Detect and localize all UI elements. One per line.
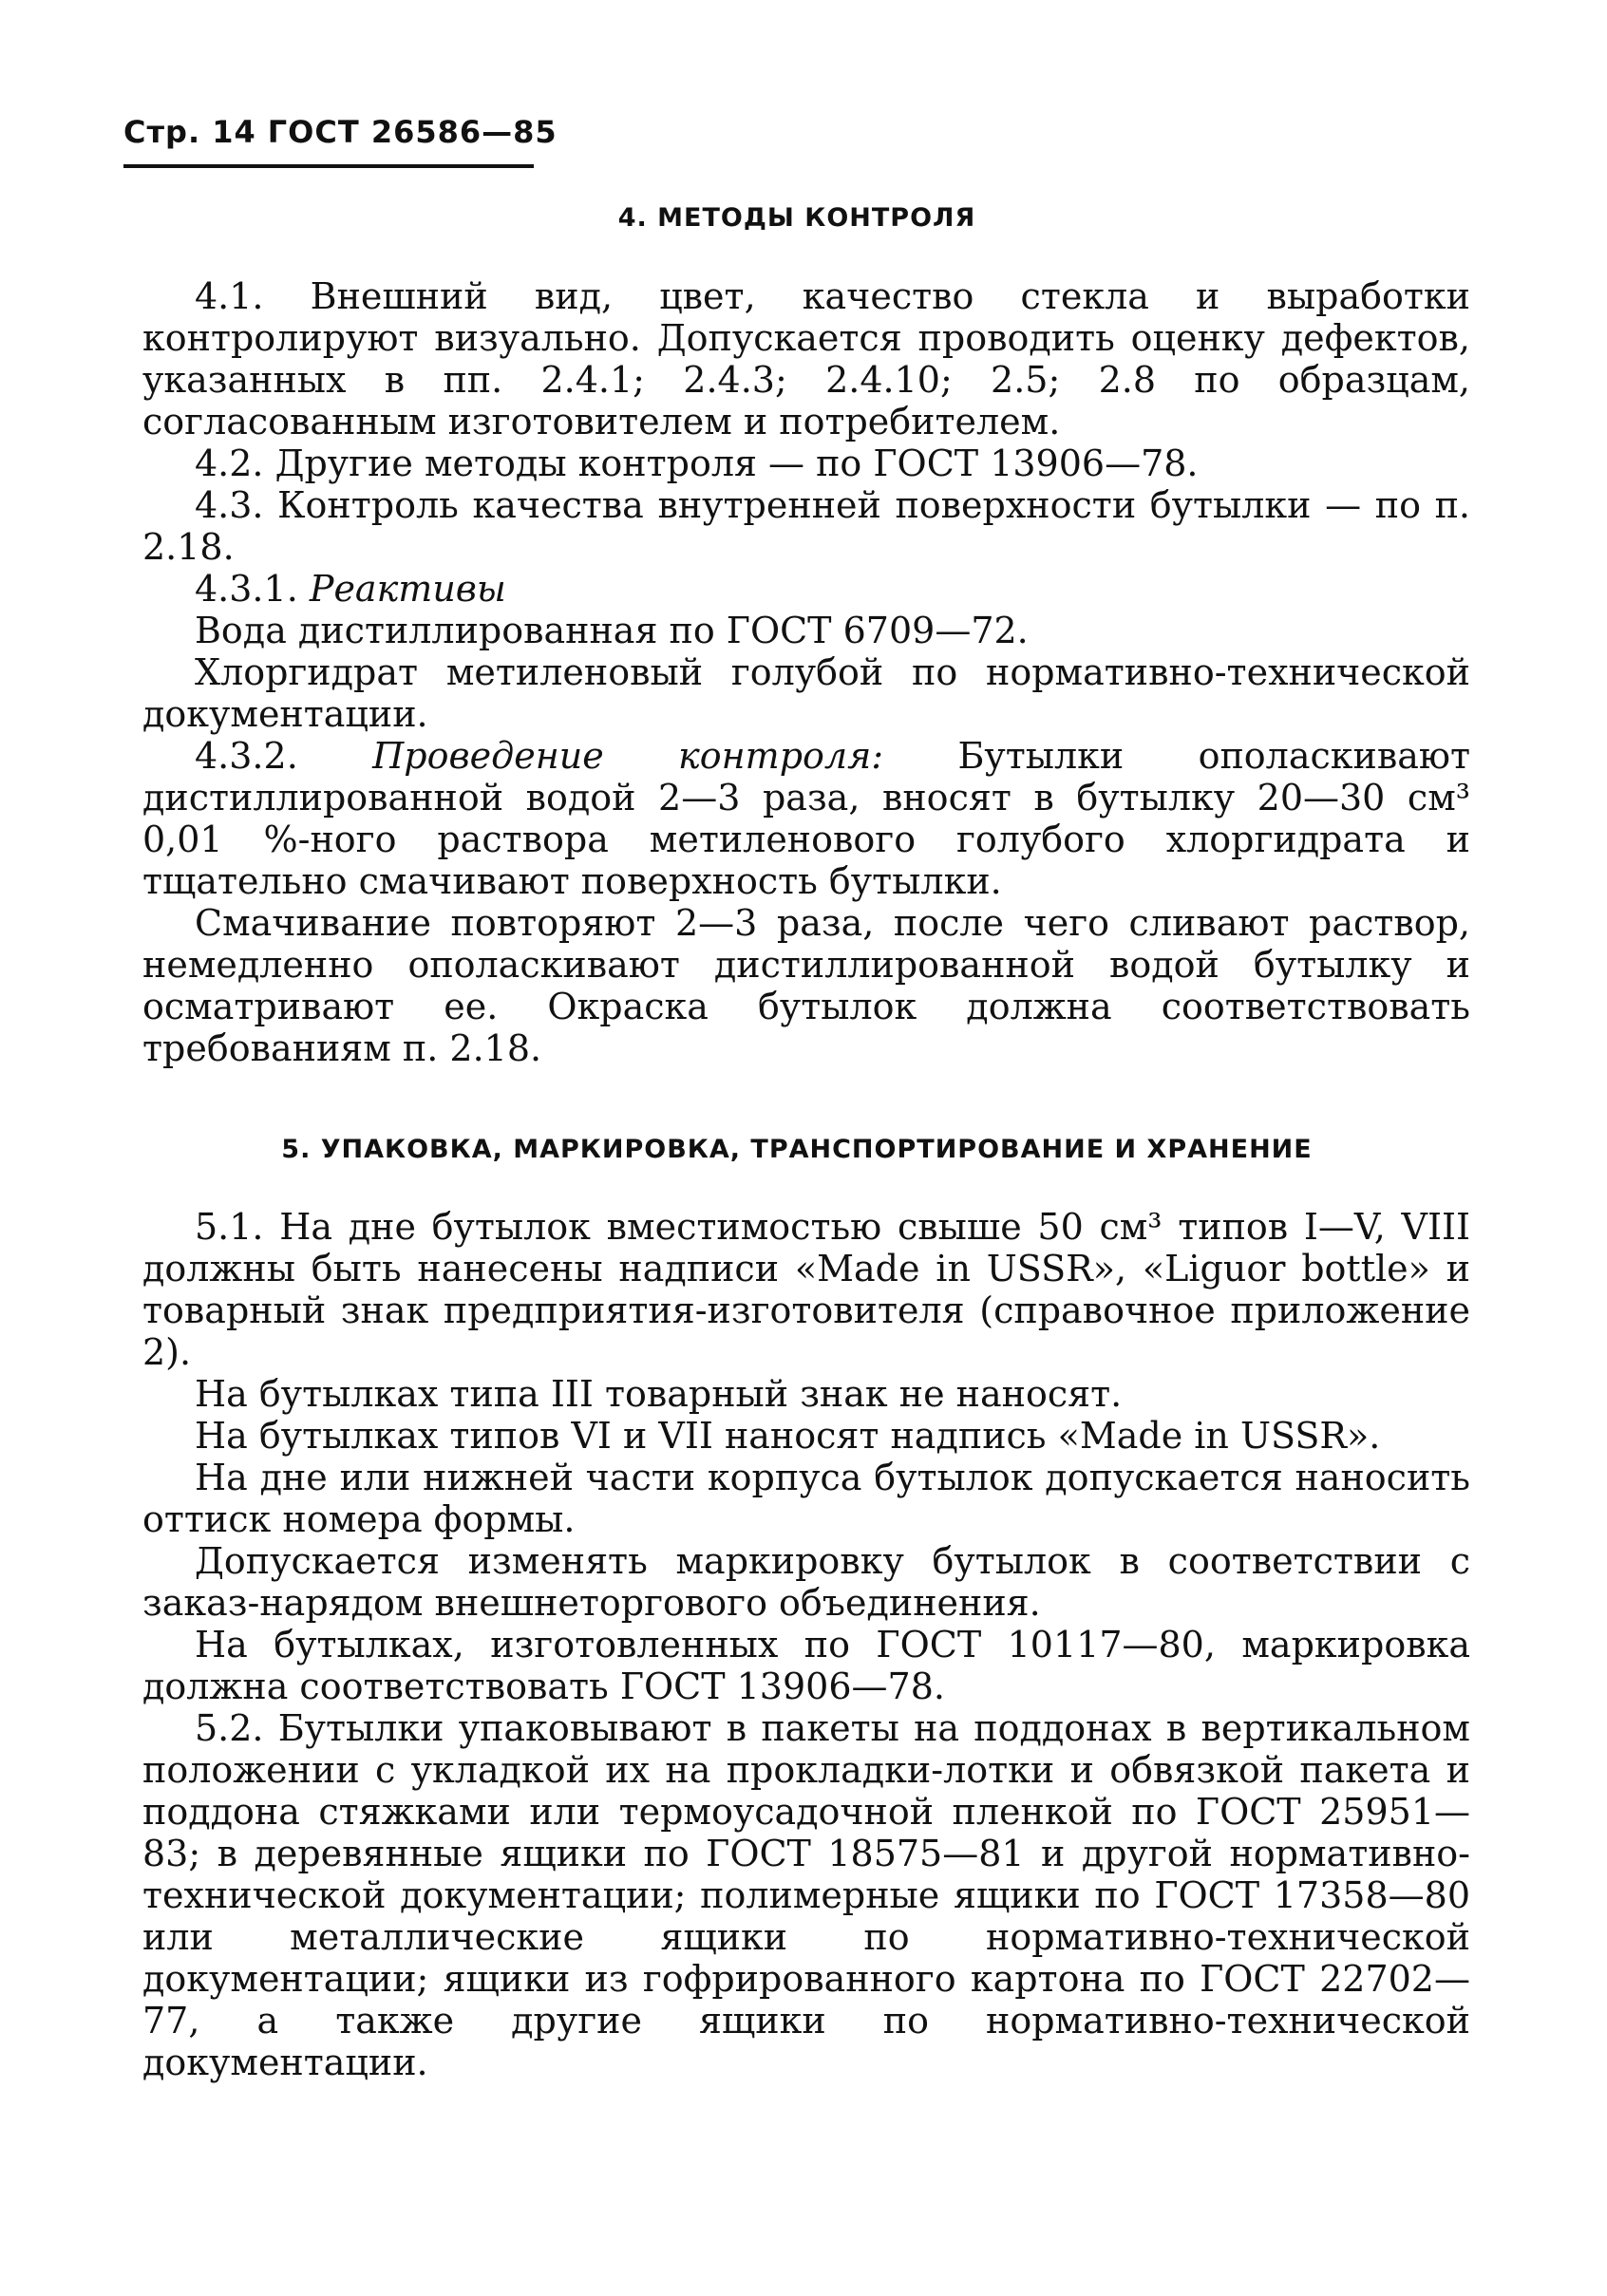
paragraph-4-3: 4.3. Контроль качества внутренней поверхности бутылки — по п. 2.18. <box>142 484 1470 568</box>
header-rule <box>123 164 534 168</box>
paragraph-water: Вода дистиллированная по ГОСТ 6709—72. <box>195 610 1029 651</box>
section-4-body <box>142 275 1470 1069</box>
standard-code: ГОСТ 26586—85 <box>267 114 558 150</box>
page-number: Стр. 14 <box>123 114 256 150</box>
page-header <box>123 114 558 150</box>
paragraph-4-2: 4.2. Другие методы контроля — по ГОСТ 13906—78. <box>195 442 1199 484</box>
section-5-body <box>142 1206 1470 2083</box>
paragraph-4-1: 4.1. Внешний вид, цвет, качество стекла и выработки контролируют визуально. Допускается проводить оценку дефектов, указанных в пп. 2.4.1; 2.4.3; 2.4.10; 2.5; 2.8 по образцам, согласованным изготовителем и потребителем. <box>142 275 1470 442</box>
paragraph-4-3-2-text: Бутылки ополаскивают дистиллированной водой 2—3 раза, вносят в бутылку 20—30 см³ 0,01 %-ного раствора метиленового голубого хлоргидрата и тщательно смачивают поверхность бутылки. <box>142 735 1470 902</box>
paragraph-mold-number: На дне или нижней части корпуса бутылок допускается наносить оттиск номера формы. <box>142 1457 1470 1540</box>
paragraph-5-1: 5.1. На дне бутылок вместимостью свыше 50 см³ типов I—V, VIII должны быть нанесены надписи «Made in USSR», «Liguor bottle» и товарный знак предприятия-изготовителя (справочное приложение 2). <box>142 1206 1470 1373</box>
paragraph-wetting: Смачивание повторяют 2—3 раза, после чего сливают раствор, немедленно ополаскивают дистиллированной водой бутылку и осматривают ее. Окраска бутылок должна соответствовать требованиям п. 2.18. <box>142 902 1470 1069</box>
paragraph-marking-change: Допускается изменять маркировку бутылок в соответствии с заказ-нарядом внешнеторгового объединения. <box>142 1540 1470 1624</box>
paragraph-4-3-1 <box>142 568 1470 610</box>
paragraph-4-3-2-number: 4.3.2. <box>195 735 298 777</box>
paragraph-types-vi-vii: На бутылках типов VI и VII наносят надпись «Made in USSR». <box>195 1415 1381 1457</box>
paragraph-4-3-1-number: 4.3.1. <box>195 568 298 610</box>
paragraph-4-3-2 <box>142 735 1470 902</box>
paragraph-gost-10117: На бутылках, изготовленных по ГОСТ 10117—80, маркировка должна соответствовать ГОСТ 13906—78. <box>142 1624 1470 1707</box>
section-5-heading: 5. УПАКОВКА, МАРКИРОВКА, ТРАНСПОРТИРОВАНИЕ И ХРАНЕНИЕ <box>281 1135 1313 1164</box>
paragraph-5-2: 5.2. Бутылки упаковывают в пакеты на поддонах в вертикальном положении с укладкой их на прокладки-лотки и обвязкой пакета и поддона стяжками или термоусадочной пленкой по ГОСТ 25951—83; в деревянные ящики по ГОСТ 18575—81 и другой нормативно-технической документации; полимерные ящики по ГОСТ 17358—80 или металлические ящики по нормативно-технической документации; ящики из гофрированного картона по ГОСТ 22702—77, а также другие ящики по нормативно-технической документации. <box>142 1707 1470 2083</box>
paragraph-type-iii: На бутылках типа III товарный знак не наносят. <box>195 1373 1123 1415</box>
paragraph-4-3-1-label: Реактивы <box>309 568 506 610</box>
paragraph-methylene: Хлоргидрат метиленовый голубой по нормативно-технической документации. <box>142 651 1470 735</box>
section-4-heading: 4. МЕТОДЫ КОНТРОЛЯ <box>617 203 976 233</box>
paragraph-4-3-2-label: Проведение контроля: <box>372 735 884 777</box>
